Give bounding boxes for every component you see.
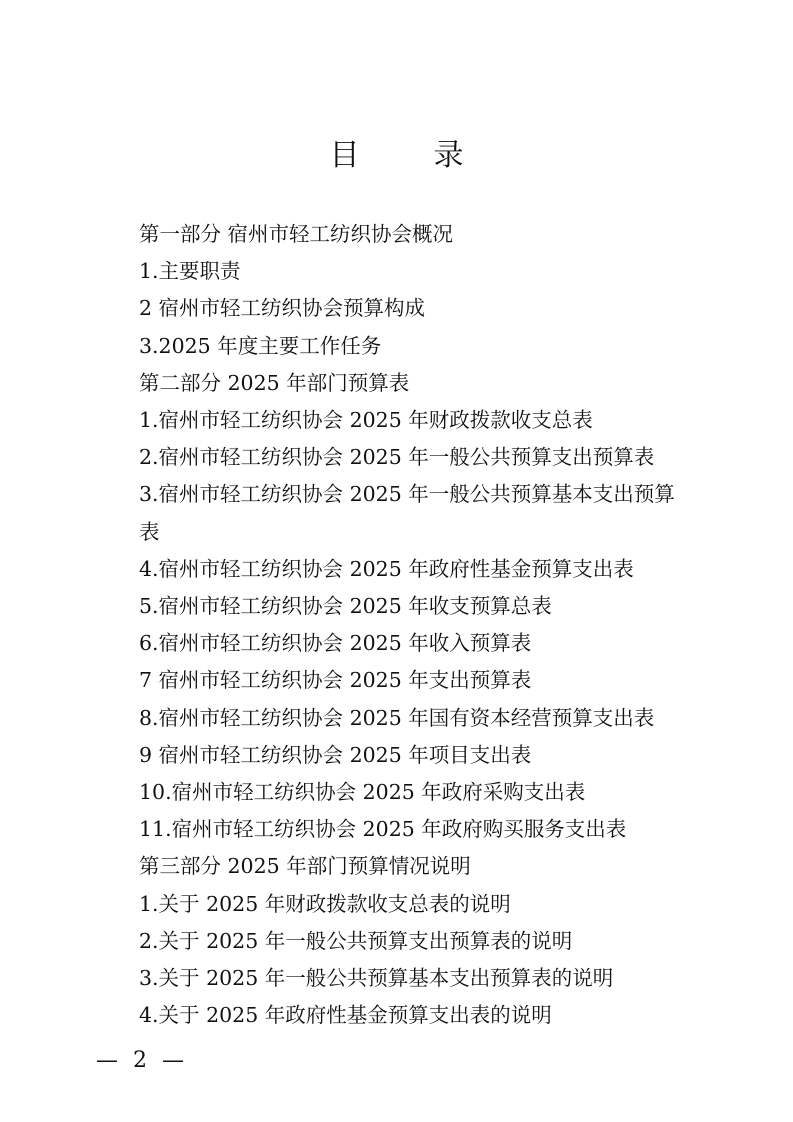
toc-section-3: 第三部分 2025 年部门预算情况说明 (139, 854, 471, 879)
toc-item: 5.宿州市轻工纺织协会 2025 年收支预算总表 (139, 594, 552, 619)
toc-section-2: 第二部分 2025 年部门预算表 (139, 370, 410, 395)
page-number: — 2 — (96, 1048, 188, 1073)
toc-item: 1.关于 2025 年财政拨款收支总表的说明 (139, 891, 511, 916)
toc-item-continuation: 表 (139, 519, 160, 544)
table-of-contents (139, 216, 699, 1034)
toc-item: 10.宿州市轻工纺织协会 2025 年政府采购支出表 (139, 780, 586, 805)
toc-item: 1.主要职责 (139, 259, 241, 284)
toc-item: 4.宿州市轻工纺织协会 2025 年政府性基金预算支出表 (139, 556, 634, 581)
toc-item: 1.宿州市轻工纺织协会 2025 年财政拨款收支总表 (139, 408, 593, 433)
toc-item: 2 宿州市轻工纺织协会预算构成 (139, 296, 426, 321)
toc-item: 7 宿州市轻工纺织协会 2025 年支出预算表 (139, 668, 532, 693)
toc-item: 3.2025 年度主要工作任务 (139, 333, 382, 358)
toc-item: 11.宿州市轻工纺织协会 2025 年政府购买服务支出表 (139, 817, 627, 842)
toc-item: 4.关于 2025 年政府性基金预算支出表的说明 (139, 1003, 552, 1028)
toc-item: 6.宿州市轻工纺织协会 2025 年收入预算表 (139, 631, 532, 656)
toc-item: 8.宿州市轻工纺织协会 2025 年国有资本经营预算支出表 (139, 705, 655, 730)
page-title: 目 录 (329, 138, 486, 173)
toc-item: 2.宿州市轻工纺织协会 2025 年一般公共预算支出预算表 (139, 445, 655, 470)
toc-item: 2.关于 2025 年一般公共预算支出预算表的说明 (139, 928, 573, 953)
toc-item: 3.关于 2025 年一般公共预算基本支出预算表的说明 (139, 966, 614, 991)
toc-item: 3.宿州市轻工纺织协会 2025 年一般公共预算基本支出预算 (139, 482, 675, 507)
toc-item: 9 宿州市轻工纺织协会 2025 年项目支出表 (139, 742, 532, 767)
toc-section-1: 第一部分 宿州市轻工纺织协会概况 (139, 222, 454, 246)
